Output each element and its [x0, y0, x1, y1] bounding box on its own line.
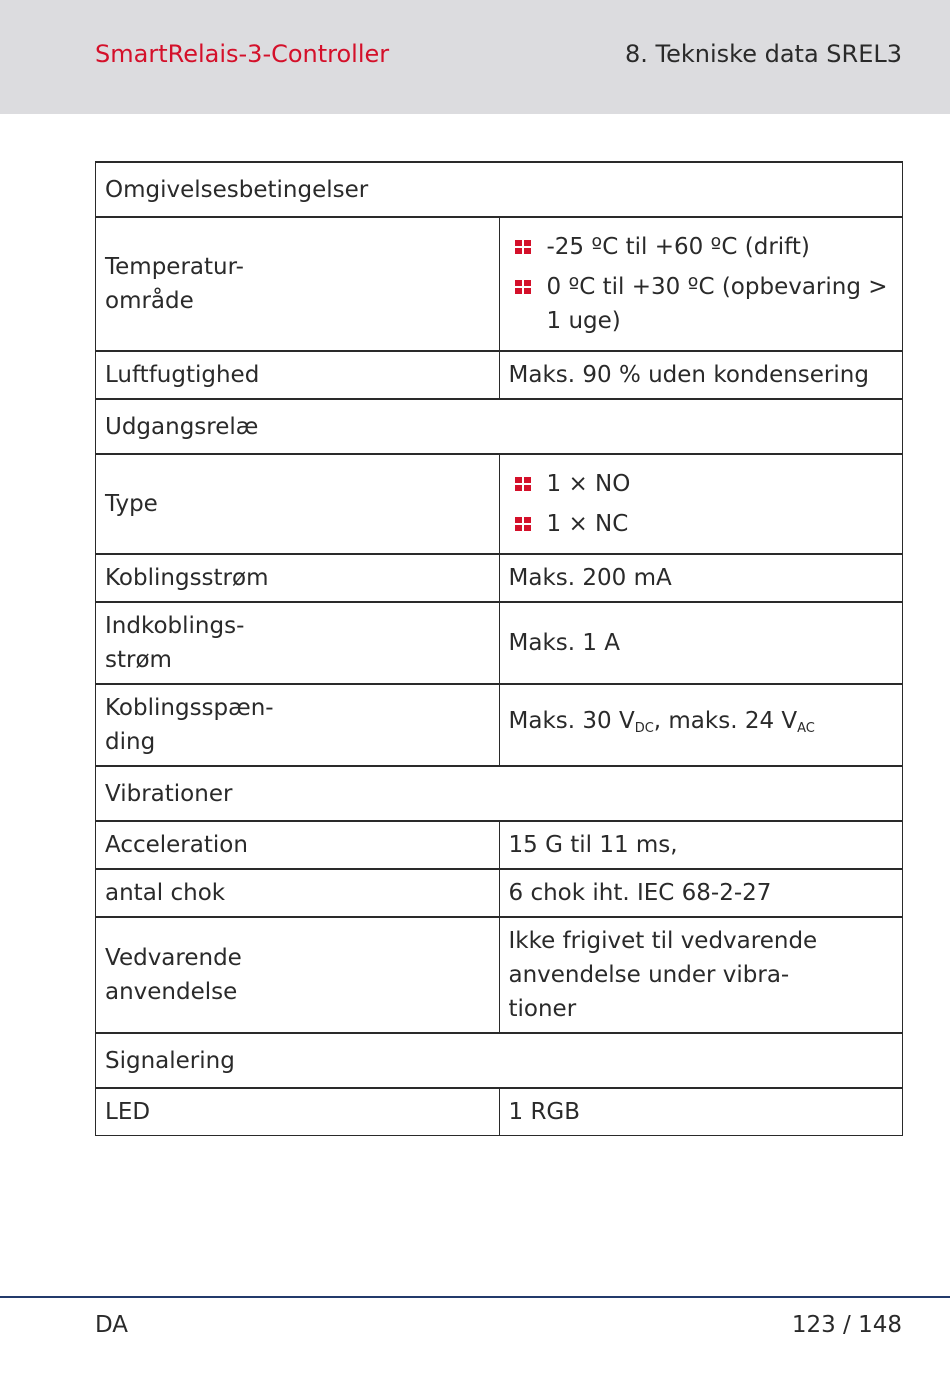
table-row — [96, 684, 903, 766]
temp-value — [499, 217, 903, 351]
type-list — [509, 467, 894, 541]
switch-voltage-value — [499, 684, 903, 766]
shocks-value: 6 chok iht. IEC 68-2-27 — [499, 869, 903, 917]
acceleration-label: Acceleration — [96, 821, 500, 869]
temp-operation: -25 ºC til +60 ºC (drift) — [546, 234, 810, 260]
inrush-value: Maks. 1 A — [499, 602, 903, 684]
section-row — [96, 766, 903, 821]
shocks-label: antal chok — [96, 869, 500, 917]
type-nc: 1 × NC — [546, 511, 629, 537]
inrush-label: Indkoblings- strøm — [96, 602, 500, 684]
tech-data-table — [95, 161, 903, 1136]
voltage-ac-text: , maks. 24 V — [653, 708, 798, 734]
section-row — [96, 399, 903, 454]
bullet-icon — [515, 240, 531, 255]
table-row — [96, 554, 903, 602]
product-title: SmartRelais-3-Controller — [95, 40, 390, 68]
type-no: 1 × NO — [546, 471, 631, 497]
page-header — [0, 0, 950, 114]
humidity-label: Luftfugtighed — [96, 351, 500, 399]
section-row — [96, 162, 903, 217]
voltage-dc-text: Maks. 30 V — [508, 708, 635, 734]
switch-current-label: Koblingsstrøm — [96, 554, 500, 602]
table-row — [96, 1088, 903, 1136]
page-number: 123 / 148 — [791, 1312, 902, 1338]
section-output: Udgangsrelæ — [96, 399, 903, 454]
type-value — [499, 454, 903, 554]
continuous-value: Ikke frigivet til vedvarende anvendelse under vibra- tioner — [499, 917, 903, 1033]
voltage-dc-sub: DC — [634, 721, 654, 736]
bullet-icon — [515, 280, 531, 295]
acceleration-value: 15 G til 11 ms, — [499, 821, 903, 869]
temp-storage: 0 ºC til +30 ºC (opbevaring > 1 uge) — [546, 274, 888, 334]
voltage-ac-sub: AC — [797, 721, 815, 736]
bullet-icon — [515, 477, 531, 492]
temp-list — [509, 230, 894, 338]
table-row — [96, 821, 903, 869]
list-item — [509, 270, 894, 338]
table-row — [96, 602, 903, 684]
footer-language: DA — [95, 1312, 129, 1338]
humidity-value: Maks. 90 % uden kondensering — [499, 351, 903, 399]
continuous-label: Vedvarende anvendelse — [96, 917, 500, 1033]
table-row — [96, 351, 903, 399]
temp-label: Temperatur- område — [96, 217, 500, 351]
section-ambient: Omgivelsesbetingelser — [96, 162, 903, 217]
table-row — [96, 869, 903, 917]
table-row — [96, 454, 903, 554]
list-item — [509, 230, 894, 264]
table-row — [96, 217, 903, 351]
list-item — [509, 507, 894, 541]
footer-divider — [0, 1296, 950, 1298]
chapter-title: 8. Tekniske data SREL3 — [625, 40, 902, 68]
switch-current-value: Maks. 200 mA — [499, 554, 903, 602]
bullet-icon — [515, 517, 531, 532]
led-label: LED — [96, 1088, 500, 1136]
led-value: 1 RGB — [499, 1088, 903, 1136]
section-row — [96, 1033, 903, 1088]
section-signal: Signalering — [96, 1033, 903, 1088]
list-item — [509, 467, 894, 501]
switch-voltage-label: Koblingsspæn- ding — [96, 684, 500, 766]
section-vibration: Vibrationer — [96, 766, 903, 821]
table-row — [96, 917, 903, 1033]
type-label: Type — [96, 454, 500, 554]
